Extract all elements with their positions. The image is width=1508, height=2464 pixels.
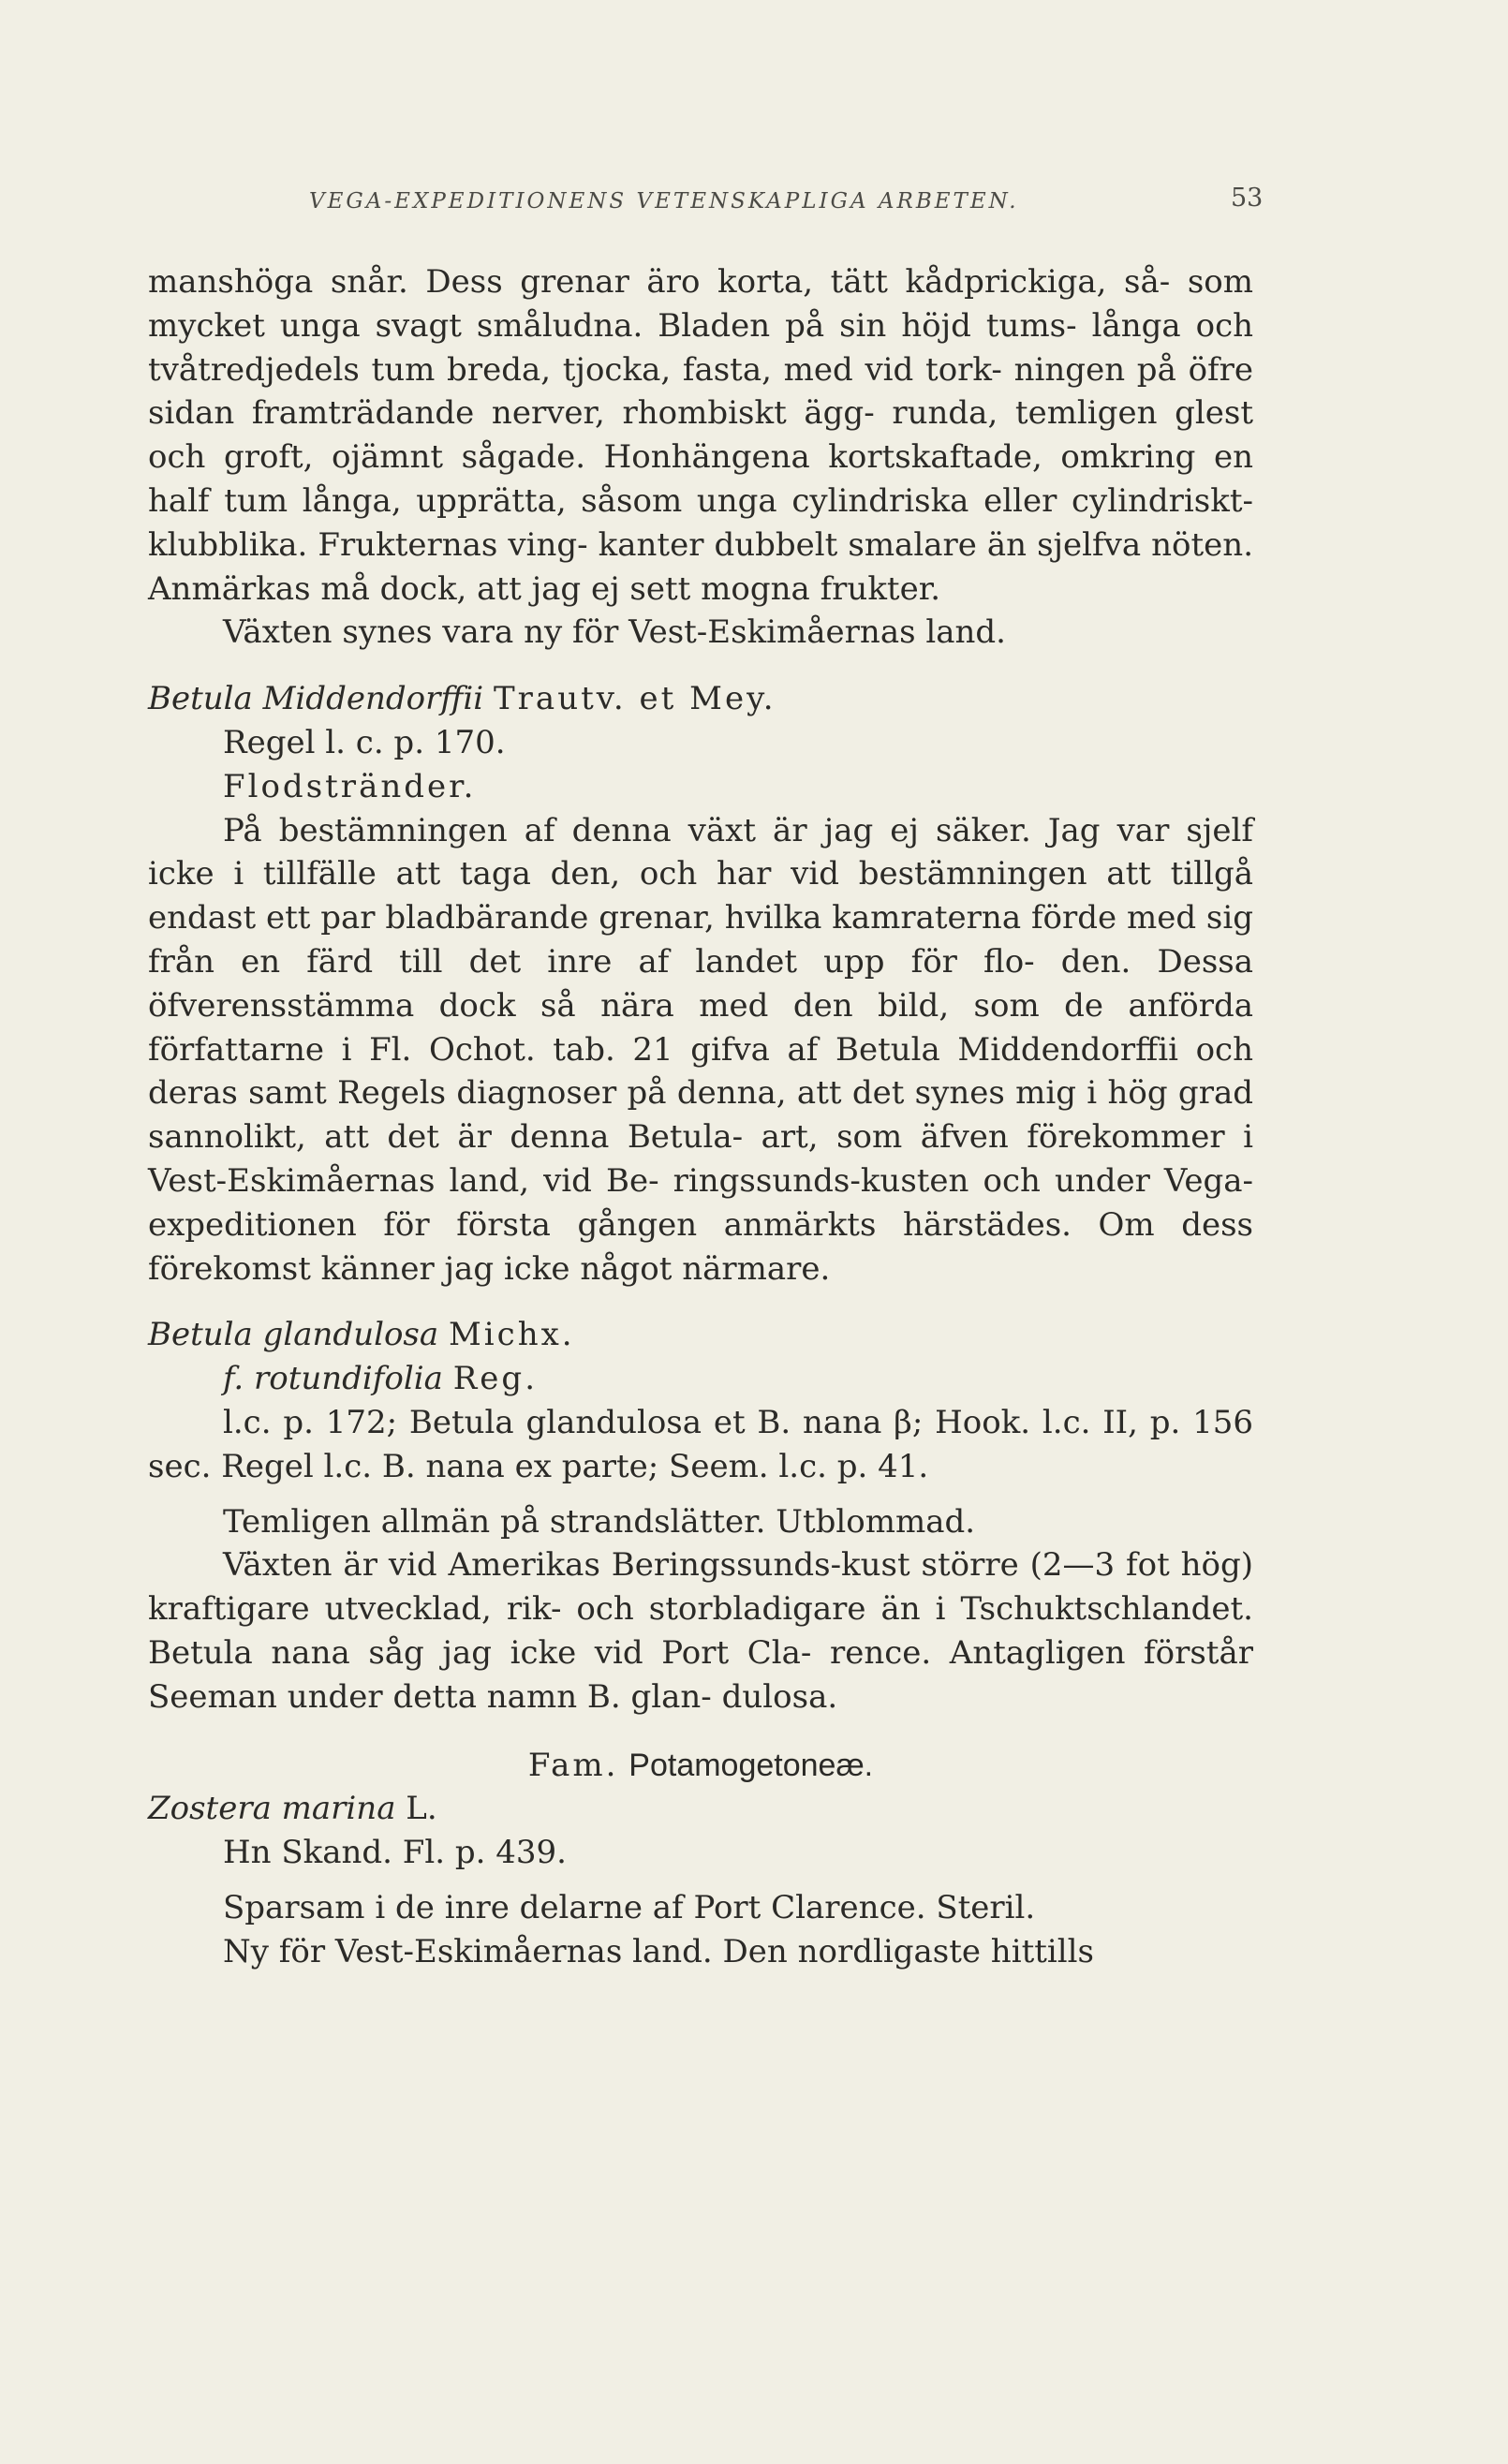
species-heading-zostera [148, 1787, 1253, 1831]
family-heading [148, 1744, 1253, 1788]
species-heading-glandulosa [148, 1313, 1253, 1357]
forma-line [148, 1357, 1253, 1401]
paragraph-zostera-novelty: Ny för Vest-Eskimåernas land. Den nordligaste hittills [223, 1932, 1094, 1970]
page-number: 53 [1231, 184, 1264, 213]
family-name: Potamogetoneæ. [628, 1747, 874, 1783]
species-author: L. [406, 1790, 437, 1828]
species-habitat: Flodstränder. [223, 767, 477, 805]
paragraph-description: manshöga snår. Dess grenar äro korta, tätt kådprickiga, så- som mycket unga svagt småludna. Bladen på sin höjd tums- långa och tvåtredjedels tum breda, tjocka, fasta, med vid tork- ningen på öfre sidan framträdande nerver, rhombiskt ägg- runda, temligen glest och groft, ojämnt sågade. Honhängena kortskaftade, omkring en half tum långa, upprätta, såsom unga cylindriska eller cylindriskt-klubblika. Frukternas ving- kanter dubbelt smalare än sjelfva nöten. Anmärkas må dock, att jag ej sett mogna frukter. [148, 263, 1254, 608]
paragraph-comparison: Växten är vid Amerikas Beringssunds-kust större (2—3 fot hög) kraftigare utvecklad, rik- och storbladigare än i Tschuktschlandet. Betula nana såg jag icke vid Port Cla- rence. Antagligen förstår Seeman under detta namn B. glan- dulosa. [148, 1546, 1253, 1716]
species-name: Betula glandulosa [148, 1316, 439, 1354]
species-author: Michx. [448, 1316, 575, 1354]
paragraph-novelty: Växten synes vara ny för Vest-Eskimåernas land. [223, 613, 1006, 652]
species-heading-middendorffii [148, 677, 1253, 721]
forma-author: Reg. [452, 1360, 538, 1398]
species-name: Betula Middendorffii [148, 680, 484, 718]
paragraph-zostera-habitat: Sparsam i de inre delarne af Port Clarence. Steril. [223, 1888, 1036, 1926]
forma-name: f. rotundifolia [223, 1360, 443, 1398]
species-reference: Hn Skand. Fl. p. 439. [223, 1834, 567, 1872]
paragraph-determination: På bestämningen af denna växt är jag ej säker. Jag var sjelf icke i tillfälle att taga den, och har vid bestämningen att tillgå endast ett par bladbärande grenar, hvilka kamraterna förde med sig från en färd till det inre af landet upp för flo- den. Dessa öfverensstämma dock så nära med den bild, som de anförda författarne i Fl. Ochot. tab. 21 gifva af Betula Middendorffii och deras samt Regels diagnoser på denna, att det synes mig i hög grad sannolikt, att det är denna Betula- art, som äfven förekommer i Vest-Eskimåernas land, vid Be- ringssunds-kusten och under Vega-expeditionen för första gången anmärkts härstädes. Om dess förekomst känner jag icke något närmare. [148, 811, 1254, 1288]
species-name: Zostera marina [148, 1790, 396, 1828]
paragraph-habitat: Temligen allmän på strandslätter. Utblommad. [223, 1502, 976, 1541]
family-prefix: Fam. [527, 1746, 619, 1784]
species-references: l.c. p. 172; Betula glandulosa et B. nana β; Hook. l.c. II, p. 156 sec. Regel l.c. B. nana ex parte; Seem. l.c. p. 41. [148, 1403, 1253, 1485]
species-reference: Regel l. c. p. 170. [223, 723, 506, 761]
running-header: VEGA-EXPEDITIONENS VETENSKAPLIGA ARBETEN. [309, 189, 1019, 214]
species-author: Trautv. et Mey. [494, 680, 776, 718]
text-body [148, 260, 1253, 1973]
